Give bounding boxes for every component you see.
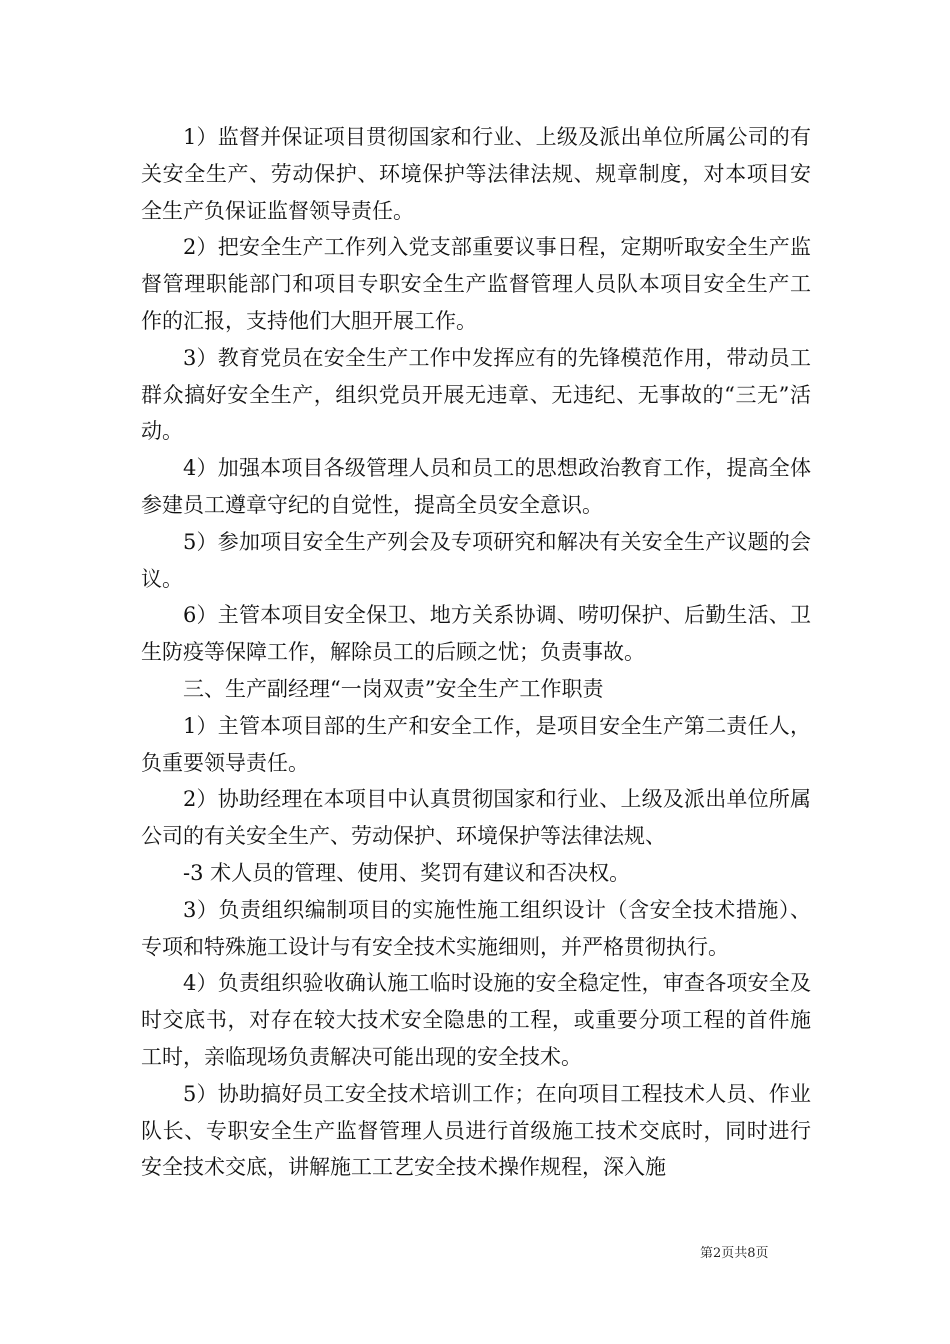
- paragraph: 3）负责组织编制项目的实施性施工组织设计（含安全技术措施）、专项和特殊施工设计与有安全技术实施细则，并严格贯彻执行。: [141, 897, 811, 959]
- paragraph: 3）教育党员在安全生产工作中发挥应有的先锋模范作用，带动员工群众搞好安全生产，组织党员开展无违章、无违纪、无事故的“三无”活动。: [141, 345, 811, 444]
- paragraph: -3 术人员的管理、使用、奖罚有建议和否决权。: [183, 860, 631, 885]
- paragraph: 2）把安全生产工作列入党支部重要议事日程，定期听取安全生产监督管理职能部门和项目专职安全生产监督管理人员队本项目安全生产工作的汇报，支持他们大胆开展工作。: [141, 235, 811, 333]
- paragraph: 4）加强本项目各级管理人员和员工的思想政治教育工作，提高全体参建员工遵章守纪的自觉性，提高全员安全意识。: [141, 456, 811, 517]
- paragraph: 1）监督并保证项目贯彻国家和行业、上级及派出单位所属公司的有关安全生产、劳动保护、环境保护等法律法规、规章制度，对本项目安全生产负保证监督领导责任。: [141, 125, 811, 223]
- paragraph: 6）主管本项目安全保卫、地方关系协调、唠叨保护、后勤生活、卫生防疫等保障工作，解除员工的后顾之忧；负责事故。: [141, 603, 811, 665]
- paragraph: 5）参加项目安全生产列会及专项研究和解决有关安全生产议题的会议。: [141, 529, 811, 591]
- paragraph: 4）负责组织验收确认施工临时设施的安全稳定性，审查各项安全及时交底书，对存在较大技术安全隐患的工程，或重要分项工程的首件施工时，亲临现场负责解决可能出现的安全技术。: [141, 971, 811, 1069]
- page-number: 第2页共8页: [700, 1246, 769, 1261]
- paragraph: 5）协助搞好员工安全技术培训工作；在向项目工程技术人员、作业队长、专职安全生产监督管理人员进行首级施工技术交底时，同时进行安全技术交底，讲解施工工艺安全技术操作规程，深入施: [141, 1081, 811, 1180]
- document-body: [141, 119, 811, 1186]
- paragraph: 1）主管本项目部的生产和安全工作，是项目安全生产第二责任人，负重要领导责任。: [141, 713, 811, 775]
- section-heading: 三、生产副经理“一岗双责”安全生产工作职责: [183, 676, 604, 701]
- paragraph: 2）协助经理在本项目中认真贯彻国家和行业、上级及派出单位所属公司的有关安全生产、劳动保护、环境保护等法律法规、: [141, 787, 811, 849]
